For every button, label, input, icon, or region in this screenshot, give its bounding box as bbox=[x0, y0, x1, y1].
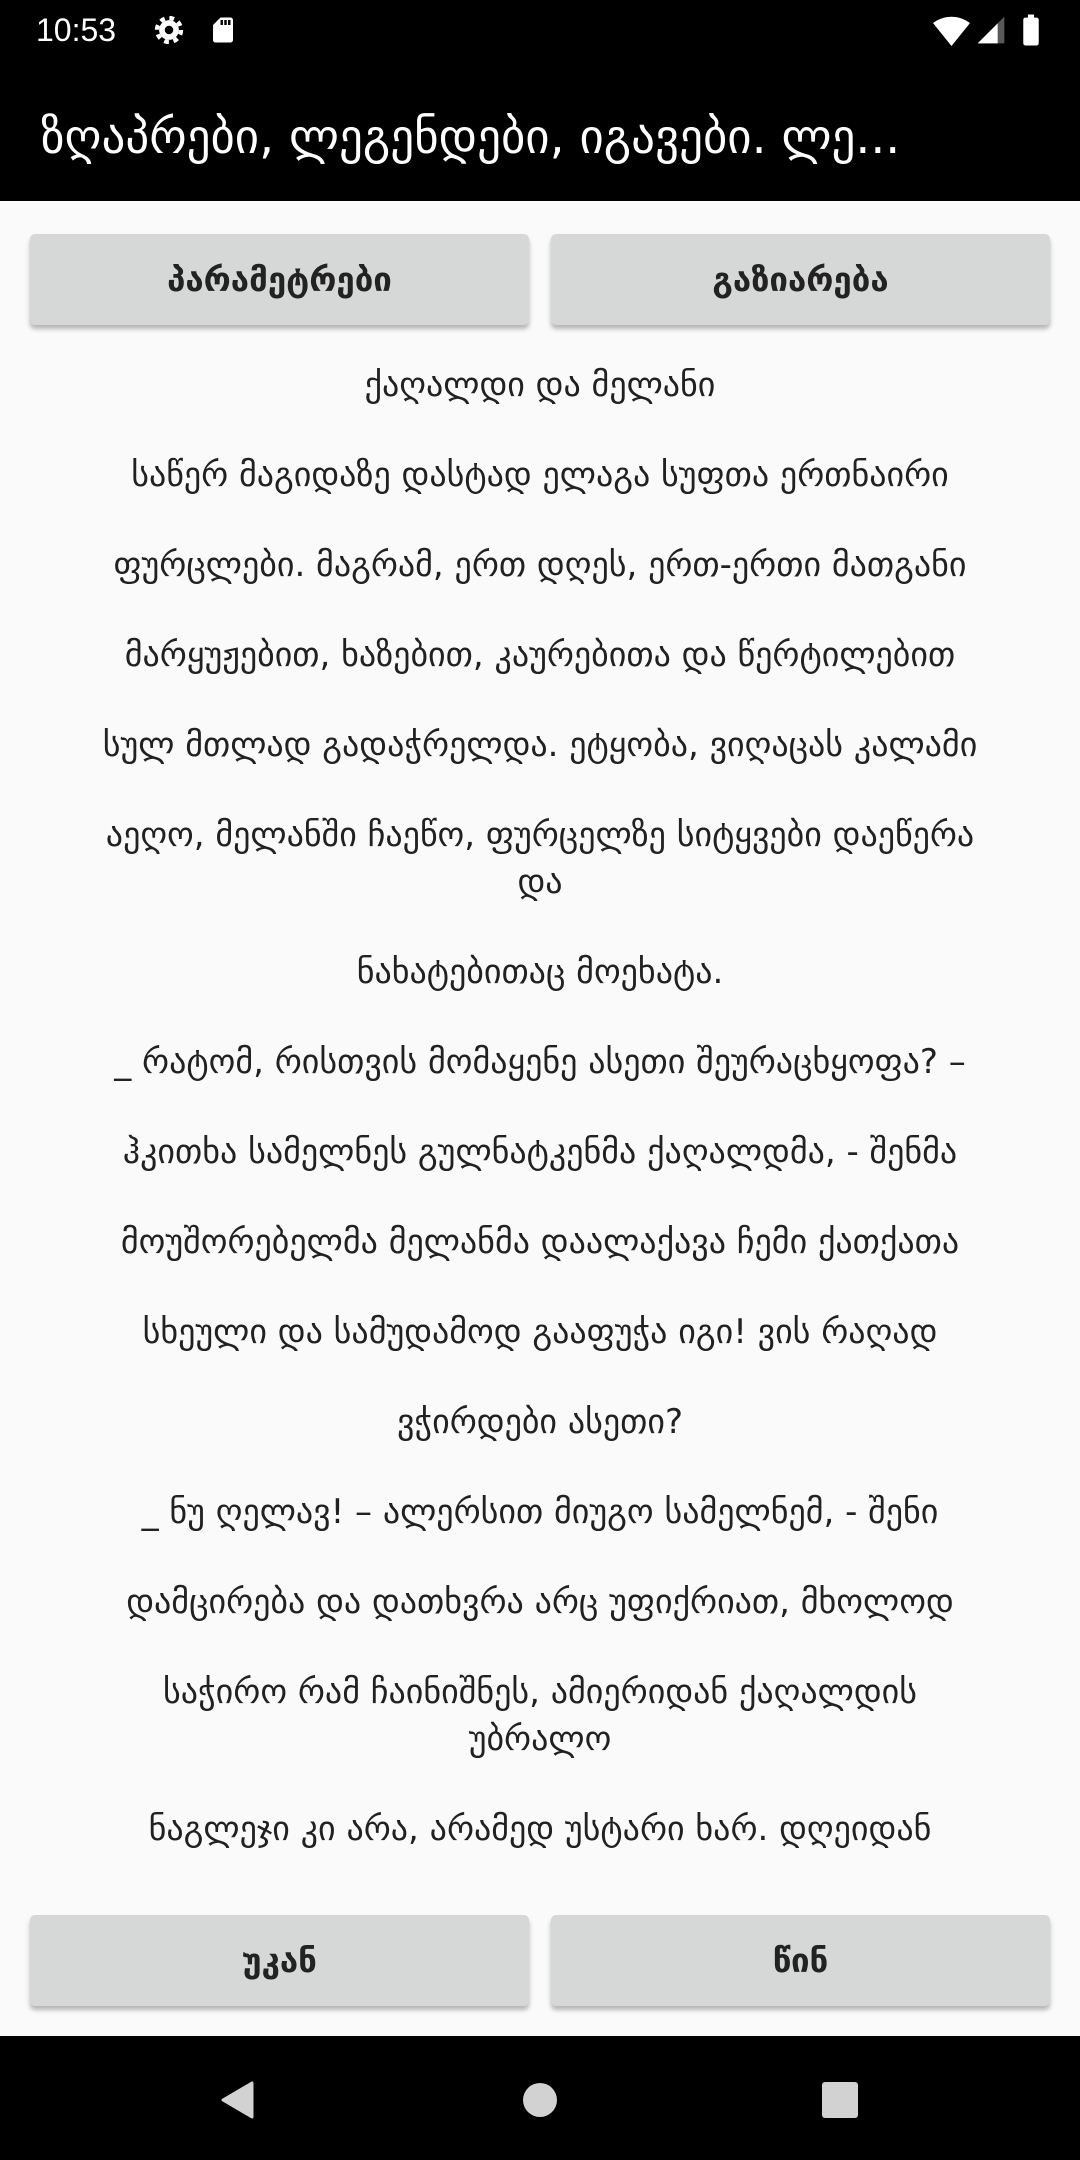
story-paragraph bbox=[0, 1579, 1080, 1626]
share-button[interactable]: გაზიარება bbox=[551, 234, 1050, 325]
story-paragraph bbox=[0, 949, 1080, 996]
story-line: ჰკითხა სამელნეს გულნატკენმა ქაღალდმა, - შენმა bbox=[122, 1132, 958, 1172]
settings-icon bbox=[152, 13, 186, 47]
nav-home-button[interactable] bbox=[460, 2036, 620, 2160]
cellular-signal-icon bbox=[975, 13, 1007, 47]
story-line: სხეული და სამუდამოდ გააფუჭა იგი! ვის რაღად bbox=[142, 1312, 938, 1352]
story-paragraph bbox=[0, 452, 1080, 499]
home-icon bbox=[523, 2083, 557, 2117]
story-line: _ რატომ, რისთვის მომაყენე ასეთი შეურაცხყოფა? – bbox=[114, 1042, 966, 1082]
story-text-scroll[interactable] bbox=[0, 362, 1080, 1907]
story-line: დამცირება და დათხვრა არც უფიქრიათ, მხოლოდ bbox=[126, 1582, 954, 1622]
system-navigation-bar bbox=[0, 2036, 1080, 2160]
story-paragraph bbox=[0, 1669, 1080, 1763]
story-paragraph bbox=[0, 1309, 1080, 1356]
story-paragraph bbox=[0, 1219, 1080, 1266]
story-line: მარყუჟებით, ხაზებით, კაურებითა და წერტილებით bbox=[124, 635, 956, 675]
story-line: საწერ მაგიდაზე დასტად ელაგა სუფთა ერთნაირი bbox=[131, 455, 949, 495]
story-paragraph bbox=[0, 1399, 1080, 1446]
sd-card-icon bbox=[208, 13, 238, 47]
story-paragraph bbox=[0, 1039, 1080, 1086]
story-line: ფურცლები. მაგრამ, ერთ დღეს, ერთ-ერთი მათგანი bbox=[113, 545, 967, 585]
recents-icon bbox=[822, 2082, 858, 2118]
story-line: აეღო, მელანში ჩაეწო, ფურცელზე სიტყვები დაეწერა bbox=[105, 815, 975, 855]
story-paragraph bbox=[0, 722, 1080, 769]
story-paragraph bbox=[0, 812, 1080, 906]
back-icon bbox=[219, 2080, 255, 2120]
story-line: ნახატებითაც მოეხატა. bbox=[356, 952, 724, 992]
story-line: _ ნუ ღელავ! – ალერსით მიუგო სამელნემ, - შენი bbox=[141, 1492, 939, 1532]
battery-icon bbox=[1018, 13, 1044, 47]
settings-button[interactable]: პარამეტრები bbox=[30, 234, 529, 325]
status-bar bbox=[0, 0, 1080, 63]
nav-back-button[interactable] bbox=[157, 2036, 317, 2160]
story-title bbox=[0, 362, 1080, 409]
next-button[interactable]: წინ bbox=[551, 1915, 1050, 2006]
story-line: მოუშორებელმა მელანმა დაალაქავა ჩემი ქათქათა bbox=[120, 1222, 960, 1262]
app-bar bbox=[0, 63, 1080, 201]
story-paragraph bbox=[0, 542, 1080, 589]
nav-recents-button[interactable] bbox=[760, 2036, 920, 2160]
story-paragraph bbox=[0, 1129, 1080, 1176]
story-line: უბრალო bbox=[468, 1719, 612, 1759]
story-line: და bbox=[517, 862, 563, 902]
story-line: საჭირო რამ ჩაინიშნეს, ამიერიდან ქაღალდის bbox=[162, 1672, 918, 1712]
app-bar-title: ზღაპრები, ლეგენდები, იგავები. ლე... bbox=[41, 110, 901, 165]
previous-button[interactable]: უკან bbox=[30, 1915, 529, 2006]
story-paragraph bbox=[0, 1806, 1080, 1853]
wifi-icon bbox=[930, 12, 973, 50]
story-line: ვჭირდები ასეთი? bbox=[396, 1402, 683, 1442]
story-line: ქაღალდი და მელანი bbox=[364, 365, 716, 405]
story-paragraph bbox=[0, 632, 1080, 679]
story-paragraph bbox=[0, 1489, 1080, 1536]
story-line: ნაგლეჯი კი არა, არამედ უსტარი ხარ. დღეიდან bbox=[148, 1809, 932, 1849]
story-line: სულ მთლად გადაჭრელდა. ეტყობა, ვიღაცას კალამი bbox=[102, 725, 978, 765]
status-clock: 10:53 bbox=[36, 12, 117, 48]
